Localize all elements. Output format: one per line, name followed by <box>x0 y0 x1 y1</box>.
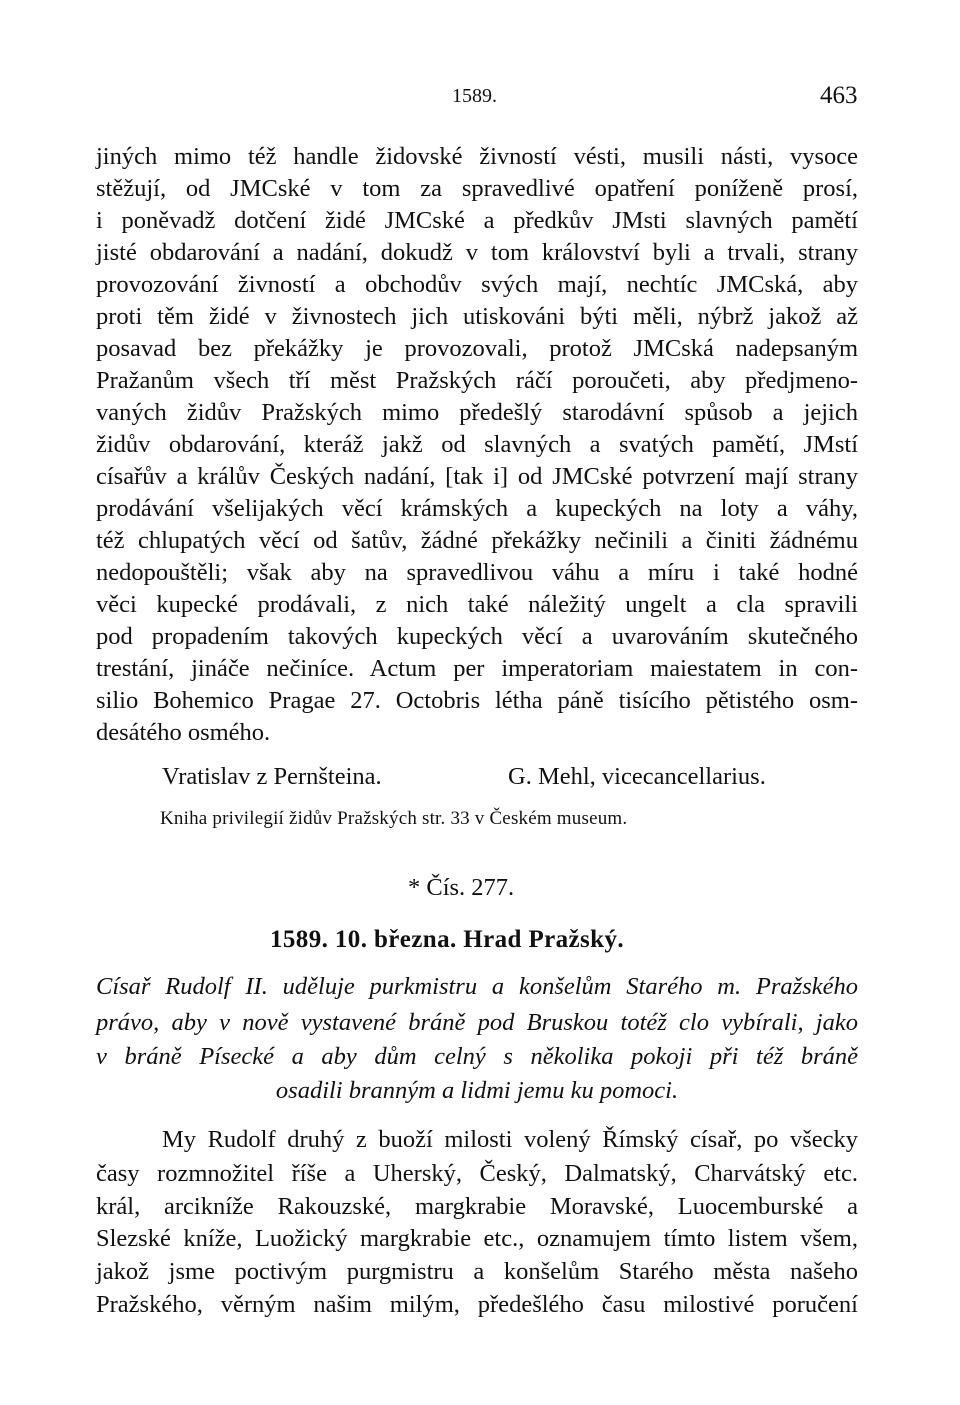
text-line: Slezské kníže, Luožický margkrabie etc., oznamujem tímto listem všem, <box>96 1225 858 1252</box>
body-line: prodávání všelijakých věcí krámských a kupeckých na loty a váhy, <box>96 495 858 522</box>
summary-line: osadili branným a lidmi jemu ku pomoci. <box>275 1077 679 1104</box>
text-line: král, arcikníže Rakouzské, margkrabie Moravské, Luocemburské a <box>96 1193 858 1220</box>
body-line: židův obdarování, kteráž jakž od slavných a svatých pamětí, JMstí <box>96 431 858 458</box>
body-line: nedopouštěli; však aby na spravedlivou váhu a míru i také hodné <box>96 559 858 586</box>
text-line: Pražského, věrným našim milým, předešlého času milostivé poručení <box>96 1291 858 1318</box>
text-line: jakož jsme poctivým purgmistru a konšelům Starého města našeho <box>96 1258 858 1285</box>
body-line: trestání, jináče nečiníce. Actum per imperatoriam maiestatem in con- <box>96 655 858 682</box>
summary-line: Císař Rudolf II. uděluje purkmistru a konšelům Starého m. Pražského <box>96 973 858 1000</box>
body-line: císařův a králův Českých nadání, [tak i] od JMCské potvrzení mají strany <box>96 463 858 490</box>
body-line: proti těm židé v živnostech jich utiskováni býti měli, nýbrž jakož až <box>96 303 858 330</box>
summary-line: právo, aby v nově vystavené bráně pod Bruskou totéž clo vybírali, jako <box>96 1009 858 1036</box>
signature-right: G. Mehl, vicecancellarius. <box>508 763 766 790</box>
text-line: My Rudolf druhý z buoží milosti volený Římský císař, po všecky <box>162 1126 858 1153</box>
body-line: desátého osmého. <box>96 719 271 746</box>
page-number: 463 <box>820 82 858 109</box>
body-line: pod propadením takových kupeckých věcí a uvarováním skutečného <box>96 623 858 650</box>
running-header-year: 1589. <box>452 85 497 107</box>
body-line: posavad bez překážky je provozovali, protož JMCská nadepsaným <box>96 335 858 362</box>
signature-left: Vratislav z Pernšteina. <box>162 763 382 790</box>
document-number: * Čís. 277. <box>408 874 515 901</box>
date-heading: 1589. 10. března. Hrad Pražský. <box>270 926 625 953</box>
source-note: Kniha privilegií židův Pražských str. 33 v Českém museum. <box>160 808 628 829</box>
body-line: jiných mimo též handle židovské živností vésti, musili násti, vysoce <box>96 143 858 170</box>
text-line: časy rozmnožitel říše a Uherský, Český, Dalmatský, Charvátský etc. <box>96 1160 858 1187</box>
body-line: Pražanům všech tří měst Pražských ráčí poroučeti, aby předjmeno- <box>96 367 858 394</box>
body-line: provozování živností a obchodův svých mají, nechtíc JMCská, aby <box>96 271 858 298</box>
body-line: silio Bohemico Pragae 27. Octobris létha páně tisícího pětistého osm- <box>96 687 858 714</box>
body-line: i poněvadž dotčení židé JMCské a předkův JMsti slavných pamětí <box>96 207 858 234</box>
body-line: vaných židův Pražských mimo předešlý starodávní spůsob a jejich <box>96 399 858 426</box>
summary-line: v bráně Písecké a aby dům celný s několika pokoji při též bráně <box>96 1043 858 1070</box>
body-line: též chlupatých věcí od šatův, žádné překážky nečinili a činiti žádnému <box>96 527 858 554</box>
body-line: stěžují, od JMCské v tom za spravedlivé opatření poníženě prosí, <box>96 175 858 202</box>
body-line: věci kupecké prodávali, z nich také náležitý ungelt a cla spravili <box>96 591 858 618</box>
body-line: jisté obdarování a nadání, dokudž v tom království byli a trvali, strany <box>96 239 858 266</box>
